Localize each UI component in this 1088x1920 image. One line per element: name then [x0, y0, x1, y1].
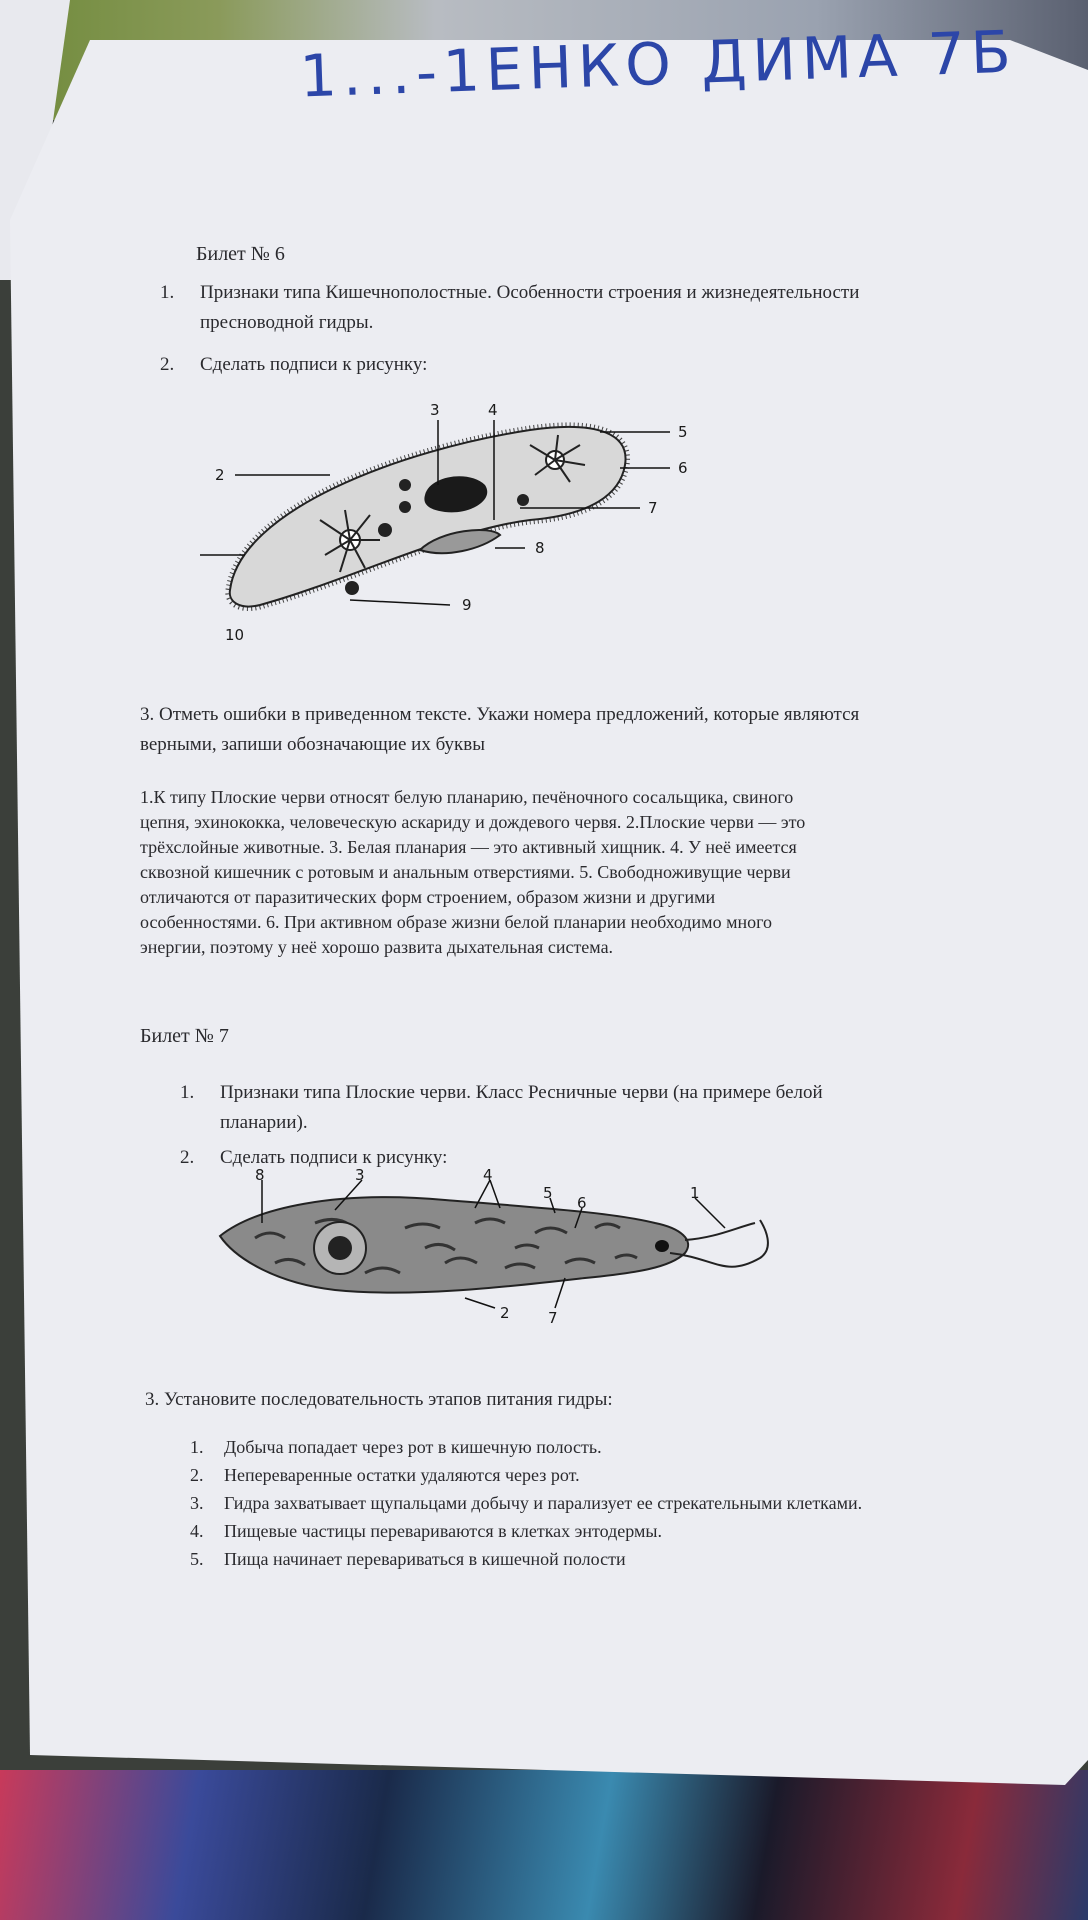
step-text: Непереваренные остатки удаляются через рот.	[224, 1465, 580, 1485]
ticket7-q1-line1: Признаки типа Плоские черви. Класс Ресничные черви (на примере белой	[220, 1082, 823, 1103]
ticket7-q2-text: Сделать подписи к рисунку:	[220, 1147, 448, 1168]
step-item	[190, 1545, 1060, 1573]
ticket6-q3-line1: 3. Отметь ошибки в приведенном тексте. Укажи номера предложений, которые являются	[140, 704, 860, 725]
label-5: 5	[678, 423, 688, 441]
ticket6-question1	[160, 278, 1060, 338]
ticket6-q1-number: 1.	[160, 282, 175, 303]
ticket7-q1-number: 1.	[180, 1082, 195, 1103]
step-text: Пищевые частицы перевариваются в клетках энтодермы.	[224, 1521, 663, 1541]
step-item	[190, 1517, 1060, 1545]
food-vacuole	[517, 494, 529, 506]
label-3: 3	[355, 1168, 365, 1184]
step-text: Пища начинает перевариваться в кишечной полости	[224, 1549, 626, 1569]
passage-line: трёхслойные животные. 3. Белая планария — это активный хищник. 4. У неё имеется	[140, 837, 797, 857]
euglena-body	[220, 1197, 688, 1292]
step-number: 3.	[190, 1493, 204, 1513]
ticket7-q2-number: 2.	[180, 1147, 195, 1168]
step-number: 4.	[190, 1521, 204, 1541]
ticket6-question2	[160, 350, 427, 380]
label-6: 6	[577, 1194, 587, 1212]
step-text: Гидра захватывает щупальцами добычу и парализует ее стрекательными клетками.	[224, 1493, 863, 1513]
label-9: 9	[462, 596, 472, 614]
ticket7-q1-line2: планарии).	[220, 1112, 308, 1133]
ticket7-title: Билет № 7	[140, 1025, 229, 1047]
ticket6-q2-number: 2.	[160, 354, 175, 375]
step-text: Добыча попадает через рот в кишечную полость.	[224, 1437, 602, 1457]
label-2: 2	[215, 466, 225, 484]
nucleolus	[328, 1236, 352, 1260]
step-item	[190, 1489, 1060, 1517]
paramecium-figure	[200, 390, 700, 650]
label-7: 7	[548, 1309, 558, 1327]
label-10: 10	[225, 626, 245, 644]
label-4: 4	[488, 401, 498, 419]
passage-line: сквозной кишечник с ротовым и анальным отверстиями. 5. Свободноживущие черви	[140, 862, 791, 882]
label-4: 4	[483, 1168, 493, 1184]
label-8: 8	[255, 1168, 265, 1184]
ticket6-q3-line2: верными, запиши обозначающие их буквы	[140, 734, 485, 755]
step-item	[190, 1433, 1060, 1461]
passage-line: энергии, поэтому у неё хорошо развита дыхательная система.	[140, 937, 614, 957]
label-2: 2	[500, 1304, 510, 1322]
ticket6-q1-line1: Признаки типа Кишечнополостные. Особенности строения и жизнедеятельности	[200, 282, 860, 303]
label-3: 3	[430, 401, 440, 419]
passage-line: 1.К типу Плоские черви относят белую планарию, печёночного сосальщика, свиного	[140, 787, 794, 807]
label-1: 1	[690, 1184, 700, 1202]
ticket7-question3: 3. Установите последовательность этапов питания гидры:	[145, 1389, 613, 1410]
step-number: 2.	[190, 1465, 204, 1485]
euglena-figure	[215, 1168, 775, 1338]
label-6: 6	[678, 459, 688, 477]
food-vacuole	[399, 501, 411, 513]
ticket6-passage	[140, 785, 1020, 960]
ticket7-question1	[180, 1078, 1040, 1138]
step-number: 1.	[190, 1437, 204, 1457]
label-8: 8	[535, 539, 545, 557]
food-vacuole	[399, 479, 411, 491]
eyespot	[655, 1240, 669, 1252]
label-7: 7	[648, 499, 658, 517]
passage-line: цепня, эхинококка, человеческую аскариду и дождевого червя. 2.Плоские черви — это	[140, 812, 806, 832]
passage-line: отличаются от паразитических форм строением, образом жизни и другими	[140, 887, 716, 907]
handwritten-name: 1...-1ЕНКО ДИМА 7Б	[298, 17, 1018, 111]
ticket6-question3	[140, 700, 1060, 760]
flagellum	[685, 1223, 755, 1240]
ticket6-q2-text: Сделать подписи к рисунку:	[200, 354, 428, 375]
step-item	[190, 1461, 1060, 1489]
ticket6-title: Билет № 6	[196, 243, 285, 265]
ticket7-steps-list	[190, 1433, 1060, 1573]
food-vacuole	[378, 523, 392, 537]
label-5: 5	[543, 1184, 553, 1202]
ticket6-q1-line2: пресноводной гидры.	[200, 312, 374, 333]
step-number: 5.	[190, 1549, 204, 1569]
background-fabric	[0, 1770, 1088, 1920]
food-vacuole	[345, 581, 359, 595]
passage-line: особенностями. 6. При активном образе жизни белой планарии необходимо много	[140, 912, 773, 932]
